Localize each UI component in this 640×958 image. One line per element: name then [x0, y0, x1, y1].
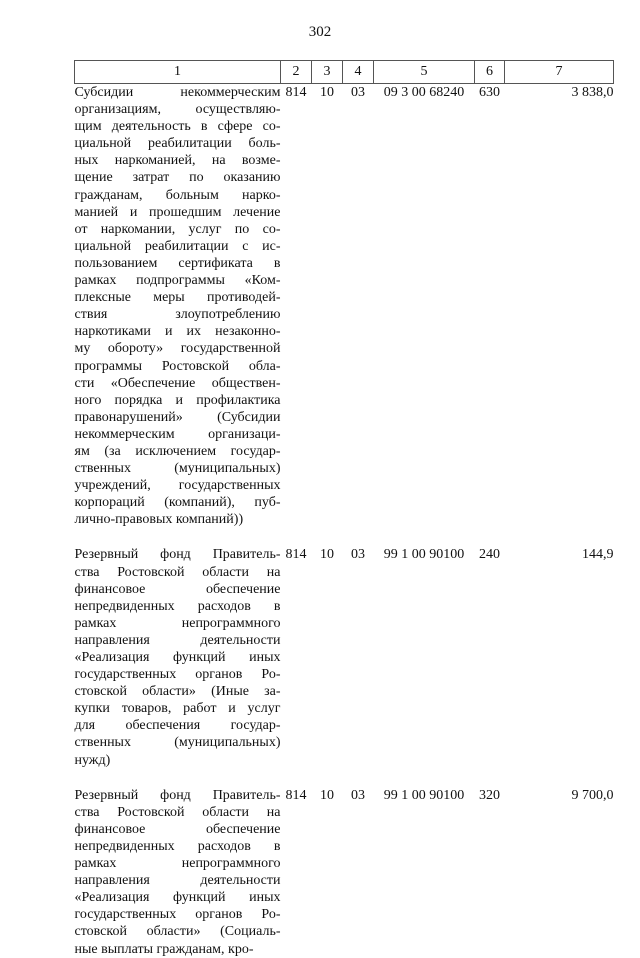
amount-value: 3 838,0	[571, 85, 614, 100]
column-header-1: 1	[75, 61, 281, 84]
expense-description	[75, 546, 281, 768]
description-line: манией и прошедшим лечение	[74, 204, 281, 220]
expense-description	[75, 84, 281, 529]
row-spacer	[75, 769, 614, 787]
description-line: купки товаров, работ и услуг	[74, 701, 281, 717]
subsection-code: 03	[351, 85, 365, 100]
expense-description	[75, 787, 281, 958]
row-spacer	[75, 528, 614, 546]
description-line: «Реализация функций иных	[74, 650, 281, 665]
description-line: стовской области» (Иные за-	[74, 684, 281, 700]
description-line: корпораций (компаний), пуб-	[74, 495, 281, 511]
ministry-code: 814	[285, 85, 307, 100]
description-line: рамках непрограммного	[74, 856, 281, 872]
column-header-6: 6	[475, 61, 505, 84]
target-article-code: 99 1 00 90100	[383, 787, 465, 803]
description-line: циальной реабилитации боль-	[74, 136, 281, 152]
description-line: рамках непрограммного	[74, 615, 281, 631]
description-line: пользованием сертификата в	[74, 255, 281, 271]
description-line: программы Ростовской обла-	[74, 358, 281, 374]
description-line: ственных (муниципальных)	[74, 461, 281, 477]
expense-type-code: 630	[479, 85, 500, 100]
column-header-2: 2	[281, 61, 312, 84]
description-line: нужд)	[74, 752, 111, 768]
description-line: гражданам, больным нарко-	[74, 187, 281, 203]
page-number: 302	[308, 24, 332, 40]
description-line: ственных (муниципальных)	[74, 735, 281, 751]
description-line: Субсидии некоммерческим	[74, 85, 281, 100]
description-line: щим деятельность в сфере со-	[74, 119, 281, 135]
expense-type-code: 240	[479, 547, 500, 563]
description-line: стовской области» (Социаль-	[74, 924, 281, 940]
description-line: ства Ростовской области на	[74, 804, 281, 820]
description-line: государственных органов Ро-	[74, 667, 281, 683]
ministry-code: 814	[285, 787, 307, 803]
description-line: Резервный фонд Правитель-	[74, 547, 281, 563]
description-line: непредвиденных расходов в	[74, 838, 281, 854]
description-line: учреждений, государственных	[74, 478, 281, 494]
description-line: сти «Обеспечение обществен-	[74, 375, 281, 391]
description-line: государственных органов Ро-	[74, 907, 281, 923]
description-line: «Реализация функций иных	[74, 890, 281, 906]
description-line: от наркомании, услуг по со-	[74, 221, 281, 237]
description-line: лично-правовых компаний))	[74, 512, 244, 528]
description-line: ных наркоманией, на возме-	[74, 153, 281, 169]
table-row	[75, 84, 614, 529]
description-line: ям (за исключением государ-	[74, 443, 281, 459]
description-line: финансовое обеспечение	[74, 821, 281, 837]
description-line: ные выплаты гражданам, кро-	[74, 941, 254, 957]
section-code: 10	[320, 787, 334, 803]
column-header-7: 7	[505, 61, 614, 84]
description-line: рамках подпрограммы «Ком-	[74, 273, 281, 289]
expense-type-code: 320	[479, 787, 500, 803]
description-line: му обороту» государственной	[74, 341, 281, 357]
subsection-code: 03	[351, 787, 365, 803]
column-header-4: 4	[343, 61, 374, 84]
column-number-row	[75, 61, 614, 84]
section-code: 10	[320, 85, 334, 100]
description-line: щение затрат по оказанию	[74, 170, 281, 186]
description-line: плексные меры противодей-	[74, 290, 281, 306]
description-line: финансовое обеспечение	[74, 581, 281, 597]
description-line: ства Ростовской области на	[74, 564, 281, 580]
description-line: ного порядка и профилактика	[74, 392, 281, 408]
description-line: ствия злоупотреблению	[74, 307, 281, 323]
description-line: направления деятельности	[74, 873, 281, 889]
description-line: организациям, осуществляю-	[74, 102, 281, 118]
section-code: 10	[320, 547, 334, 563]
target-article-code: 99 1 00 90100	[383, 547, 465, 563]
table-row	[75, 787, 614, 958]
amount-value: 144,9	[582, 547, 614, 563]
amount-value: 9 700,0	[571, 787, 614, 803]
target-article-code: 09 3 00 68240	[383, 85, 465, 100]
description-line: Резервный фонд Правитель-	[74, 787, 281, 803]
description-line: некоммерческим организаци-	[74, 426, 281, 442]
table-row	[75, 546, 614, 768]
description-line: циальной реабилитации с ис-	[74, 238, 281, 254]
description-line: наркотиками и их незаконно-	[74, 324, 281, 340]
budget-table	[74, 60, 614, 958]
description-line: направления деятельности	[74, 632, 281, 648]
description-line: непредвиденных расходов в	[74, 598, 281, 614]
description-line: правонарушений» (Субсидии	[74, 409, 281, 425]
description-line: для обеспечения государ-	[74, 718, 281, 734]
column-header-3: 3	[312, 61, 343, 84]
column-header-5: 5	[374, 61, 475, 84]
subsection-code: 03	[351, 547, 365, 563]
ministry-code: 814	[285, 547, 307, 563]
